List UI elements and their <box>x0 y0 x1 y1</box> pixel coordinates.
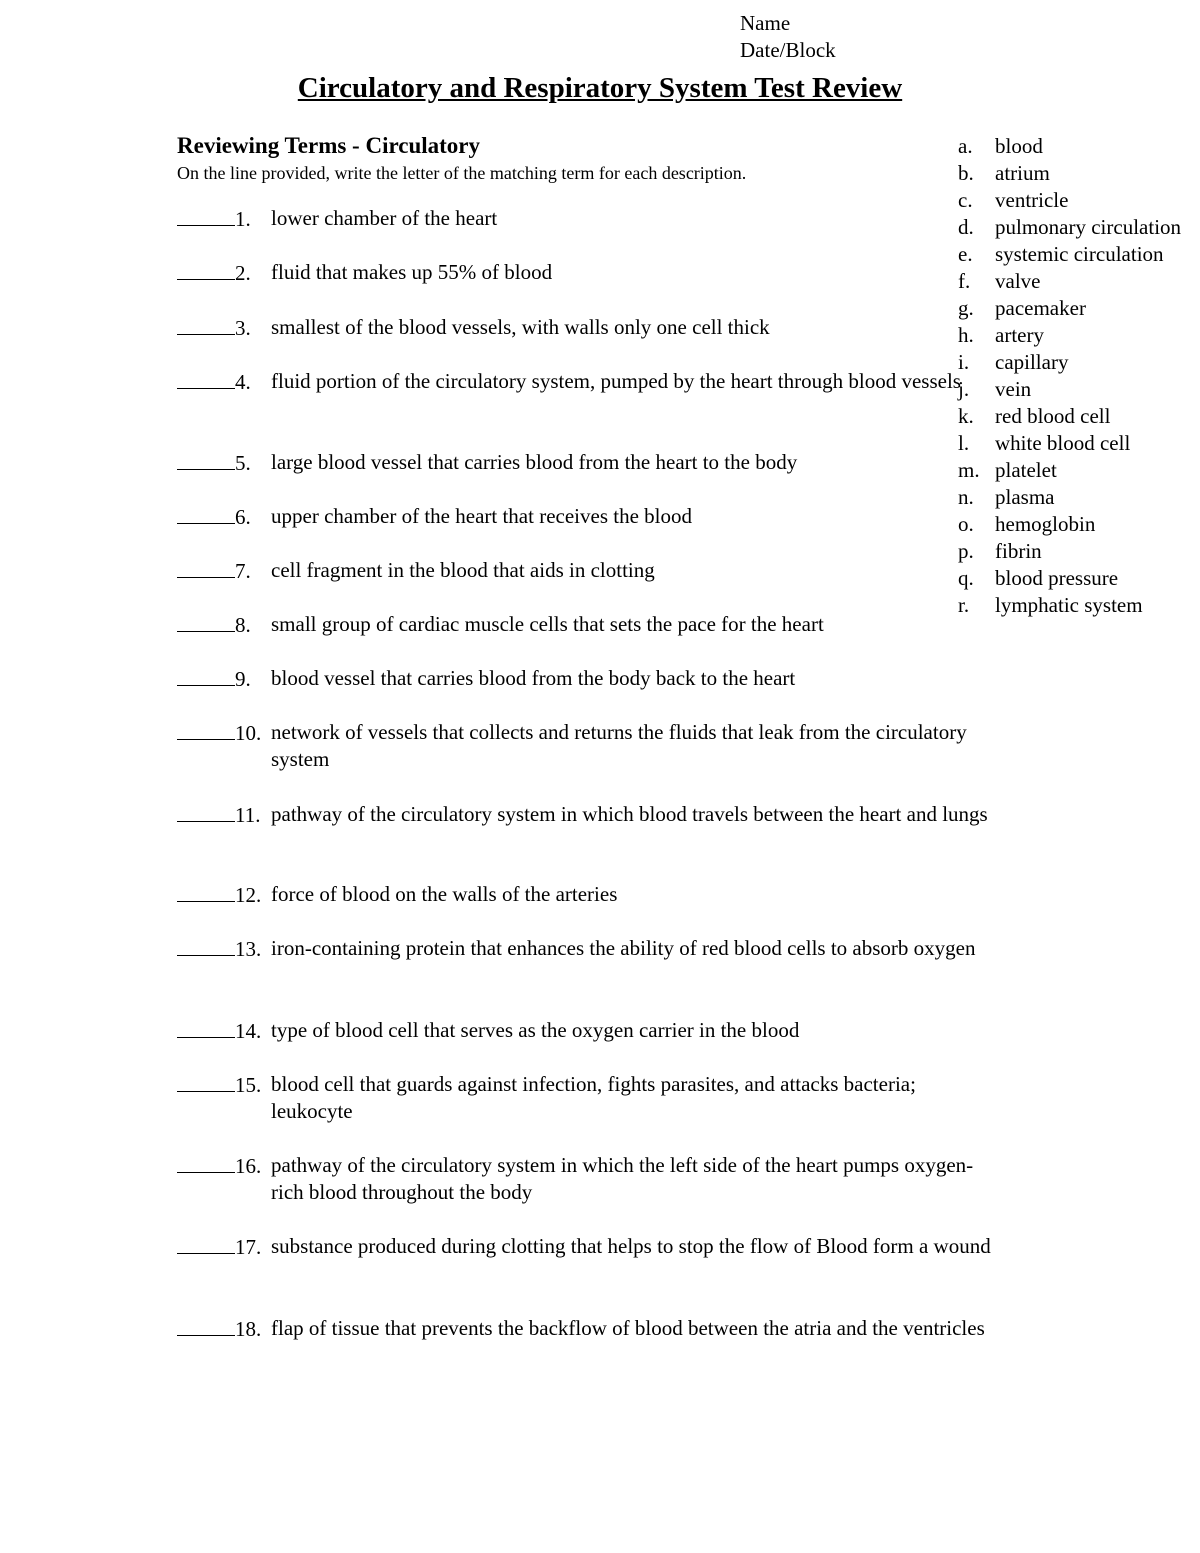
answer-blank[interactable] <box>177 1017 235 1038</box>
term-label: pulmonary circulation <box>995 215 1182 239</box>
question-item <box>177 1071 997 1123</box>
question-text: force of blood on the walls of the arteries <box>271 882 618 906</box>
term-item <box>958 484 1198 511</box>
term-letter: m. <box>958 458 980 482</box>
question-item <box>177 368 997 396</box>
question-text: fluid that makes up 55% of blood <box>271 260 553 284</box>
term-letter: e. <box>958 242 973 266</box>
answer-blank[interactable] <box>177 259 235 280</box>
question-text: blood vessel that carries blood from the body back to the heart <box>271 666 796 690</box>
question-number: 9. <box>235 667 251 691</box>
term-label: atrium <box>995 161 1050 185</box>
question-text: cell fragment in the blood that aids in clotting <box>271 558 655 582</box>
question-item <box>177 719 997 771</box>
question-number: 12. <box>235 883 262 907</box>
question-text: fluid portion of the circulatory system, pumped by the heart through blood vessels <box>271 369 961 393</box>
term-letter: k. <box>958 404 974 428</box>
question-text: smallest of the blood vessels, with walls only one cell thick <box>271 315 770 339</box>
answer-blank[interactable] <box>177 205 235 226</box>
term-letter: f. <box>958 269 971 293</box>
answer-blank[interactable] <box>177 881 235 902</box>
question-item <box>177 935 997 963</box>
term-label: lymphatic system <box>995 593 1143 617</box>
term-letter: q. <box>958 566 974 590</box>
term-item <box>958 160 1198 187</box>
question-item <box>177 611 997 639</box>
term-letter: p. <box>958 539 974 563</box>
answer-blank[interactable] <box>177 557 235 578</box>
question-text: upper chamber of the heart that receives the blood <box>271 504 692 528</box>
question-text: flap of tissue that prevents the backflow of blood between the atria and the ventricles <box>271 1316 985 1340</box>
question-text: substance produced during clotting that helps to stop the flow of Blood form a wound <box>271 1234 991 1258</box>
question-number: 15. <box>235 1073 262 1097</box>
term-item <box>958 565 1198 592</box>
term-label: pacemaker <box>995 296 1086 320</box>
term-label: red blood cell <box>995 404 1111 428</box>
term-label: plasma <box>995 485 1055 509</box>
question-item <box>177 557 997 585</box>
question-item <box>177 503 997 531</box>
term-letter: n. <box>958 485 974 509</box>
term-letter: l. <box>958 431 970 455</box>
question-item <box>177 1233 997 1261</box>
question-text: type of blood cell that serves as the oxygen carrier in the blood <box>271 1018 800 1042</box>
question-text: pathway of the circulatory system in which blood travels between the heart and lungs <box>271 802 988 826</box>
name-label: Name <box>740 11 791 35</box>
question-number: 8. <box>235 613 251 637</box>
question-item <box>177 801 997 829</box>
term-item <box>958 187 1198 214</box>
answer-blank[interactable] <box>177 449 235 470</box>
term-label: hemoglobin <box>995 512 1096 536</box>
term-item <box>958 457 1198 484</box>
term-label: artery <box>995 323 1044 347</box>
question-item <box>177 1315 997 1343</box>
term-letter: i. <box>958 350 970 374</box>
term-item <box>958 376 1198 403</box>
term-letter: a. <box>958 134 973 158</box>
question-number: 13. <box>235 937 262 961</box>
term-item <box>958 295 1198 322</box>
date-block-label: Date/Block <box>740 38 836 62</box>
question-item <box>177 314 997 342</box>
term-bank <box>958 133 1198 619</box>
question-number: 14. <box>235 1019 262 1043</box>
term-item <box>958 538 1198 565</box>
question-text: iron-containing protein that enhances the ability of red blood cells to absorb oxygen <box>271 936 976 960</box>
question-number: 7. <box>235 559 251 583</box>
answer-blank[interactable] <box>177 665 235 686</box>
question-text: lower chamber of the heart <box>271 206 498 230</box>
term-item <box>958 511 1198 538</box>
question-item <box>177 1152 997 1204</box>
answer-blank[interactable] <box>177 1152 235 1173</box>
section-title: Reviewing Terms - Circulatory <box>177 133 481 158</box>
question-number: 6. <box>235 505 251 529</box>
question-text: pathway of the circulatory system in which the left side of the heart pumps oxygen-rich blood throughout the body <box>271 1153 974 1204</box>
term-label: fibrin <box>995 539 1042 563</box>
question-number: 11. <box>235 803 261 827</box>
question-text: small group of cardiac muscle cells that sets the pace for the heart <box>271 612 824 636</box>
term-item <box>958 268 1198 295</box>
answer-blank[interactable] <box>177 719 235 740</box>
term-label: platelet <box>995 458 1057 482</box>
term-item <box>958 241 1198 268</box>
answer-blank[interactable] <box>177 314 235 335</box>
term-label: systemic circulation <box>995 242 1164 266</box>
term-label: blood <box>995 134 1043 158</box>
answer-blank[interactable] <box>177 368 235 389</box>
term-item <box>958 322 1198 349</box>
term-label: valve <box>995 269 1041 293</box>
term-item <box>958 403 1198 430</box>
question-item <box>177 881 997 909</box>
answer-blank[interactable] <box>177 1233 235 1254</box>
instructions: On the line provided, write the letter of the matching term for each description. <box>177 163 747 183</box>
term-item <box>958 430 1198 457</box>
question-number: 10. <box>235 721 262 745</box>
question-text: blood cell that guards against infection, fights parasites, and attacks bacteria; leukocyte <box>271 1072 916 1123</box>
term-label: blood pressure <box>995 566 1119 590</box>
term-letter: d. <box>958 215 974 239</box>
answer-blank[interactable] <box>177 935 235 956</box>
term-item <box>958 592 1198 619</box>
term-label: vein <box>995 377 1032 401</box>
answer-blank[interactable] <box>177 1315 235 1336</box>
term-letter: o. <box>958 512 974 536</box>
question-number: 17. <box>235 1235 262 1259</box>
question-number: 1. <box>235 207 251 231</box>
question-number: 3. <box>235 316 251 340</box>
term-item <box>958 133 1198 160</box>
term-label: capillary <box>995 350 1069 374</box>
term-letter: j. <box>958 377 970 401</box>
question-number: 2. <box>235 261 251 285</box>
question-number: 5. <box>235 451 251 475</box>
question-item <box>177 205 997 233</box>
answer-blank[interactable] <box>177 611 235 632</box>
answer-blank[interactable] <box>177 801 235 822</box>
question-number: 4. <box>235 370 251 394</box>
question-text: network of vessels that collects and returns the fluids that leak from the circulatory system <box>271 720 967 771</box>
student-header <box>740 10 836 64</box>
question-number: 18. <box>235 1317 262 1341</box>
term-letter: r. <box>958 593 970 617</box>
term-letter: c. <box>958 188 973 212</box>
question-item <box>177 1017 997 1045</box>
question-item <box>177 665 997 693</box>
term-letter: h. <box>958 323 974 347</box>
question-item <box>177 449 997 477</box>
term-item <box>958 349 1198 376</box>
answer-blank[interactable] <box>177 1071 235 1092</box>
term-letter: b. <box>958 161 974 185</box>
term-label: ventricle <box>995 188 1069 212</box>
question-number: 16. <box>235 1154 262 1178</box>
answer-blank[interactable] <box>177 503 235 524</box>
question-item <box>177 259 997 287</box>
term-letter: g. <box>958 296 974 320</box>
question-text: large blood vessel that carries blood from the heart to the body <box>271 450 798 474</box>
page-title: Circulatory and Respiratory System Test Review <box>297 72 903 104</box>
term-label: white blood cell <box>995 431 1131 455</box>
term-item <box>958 214 1198 241</box>
